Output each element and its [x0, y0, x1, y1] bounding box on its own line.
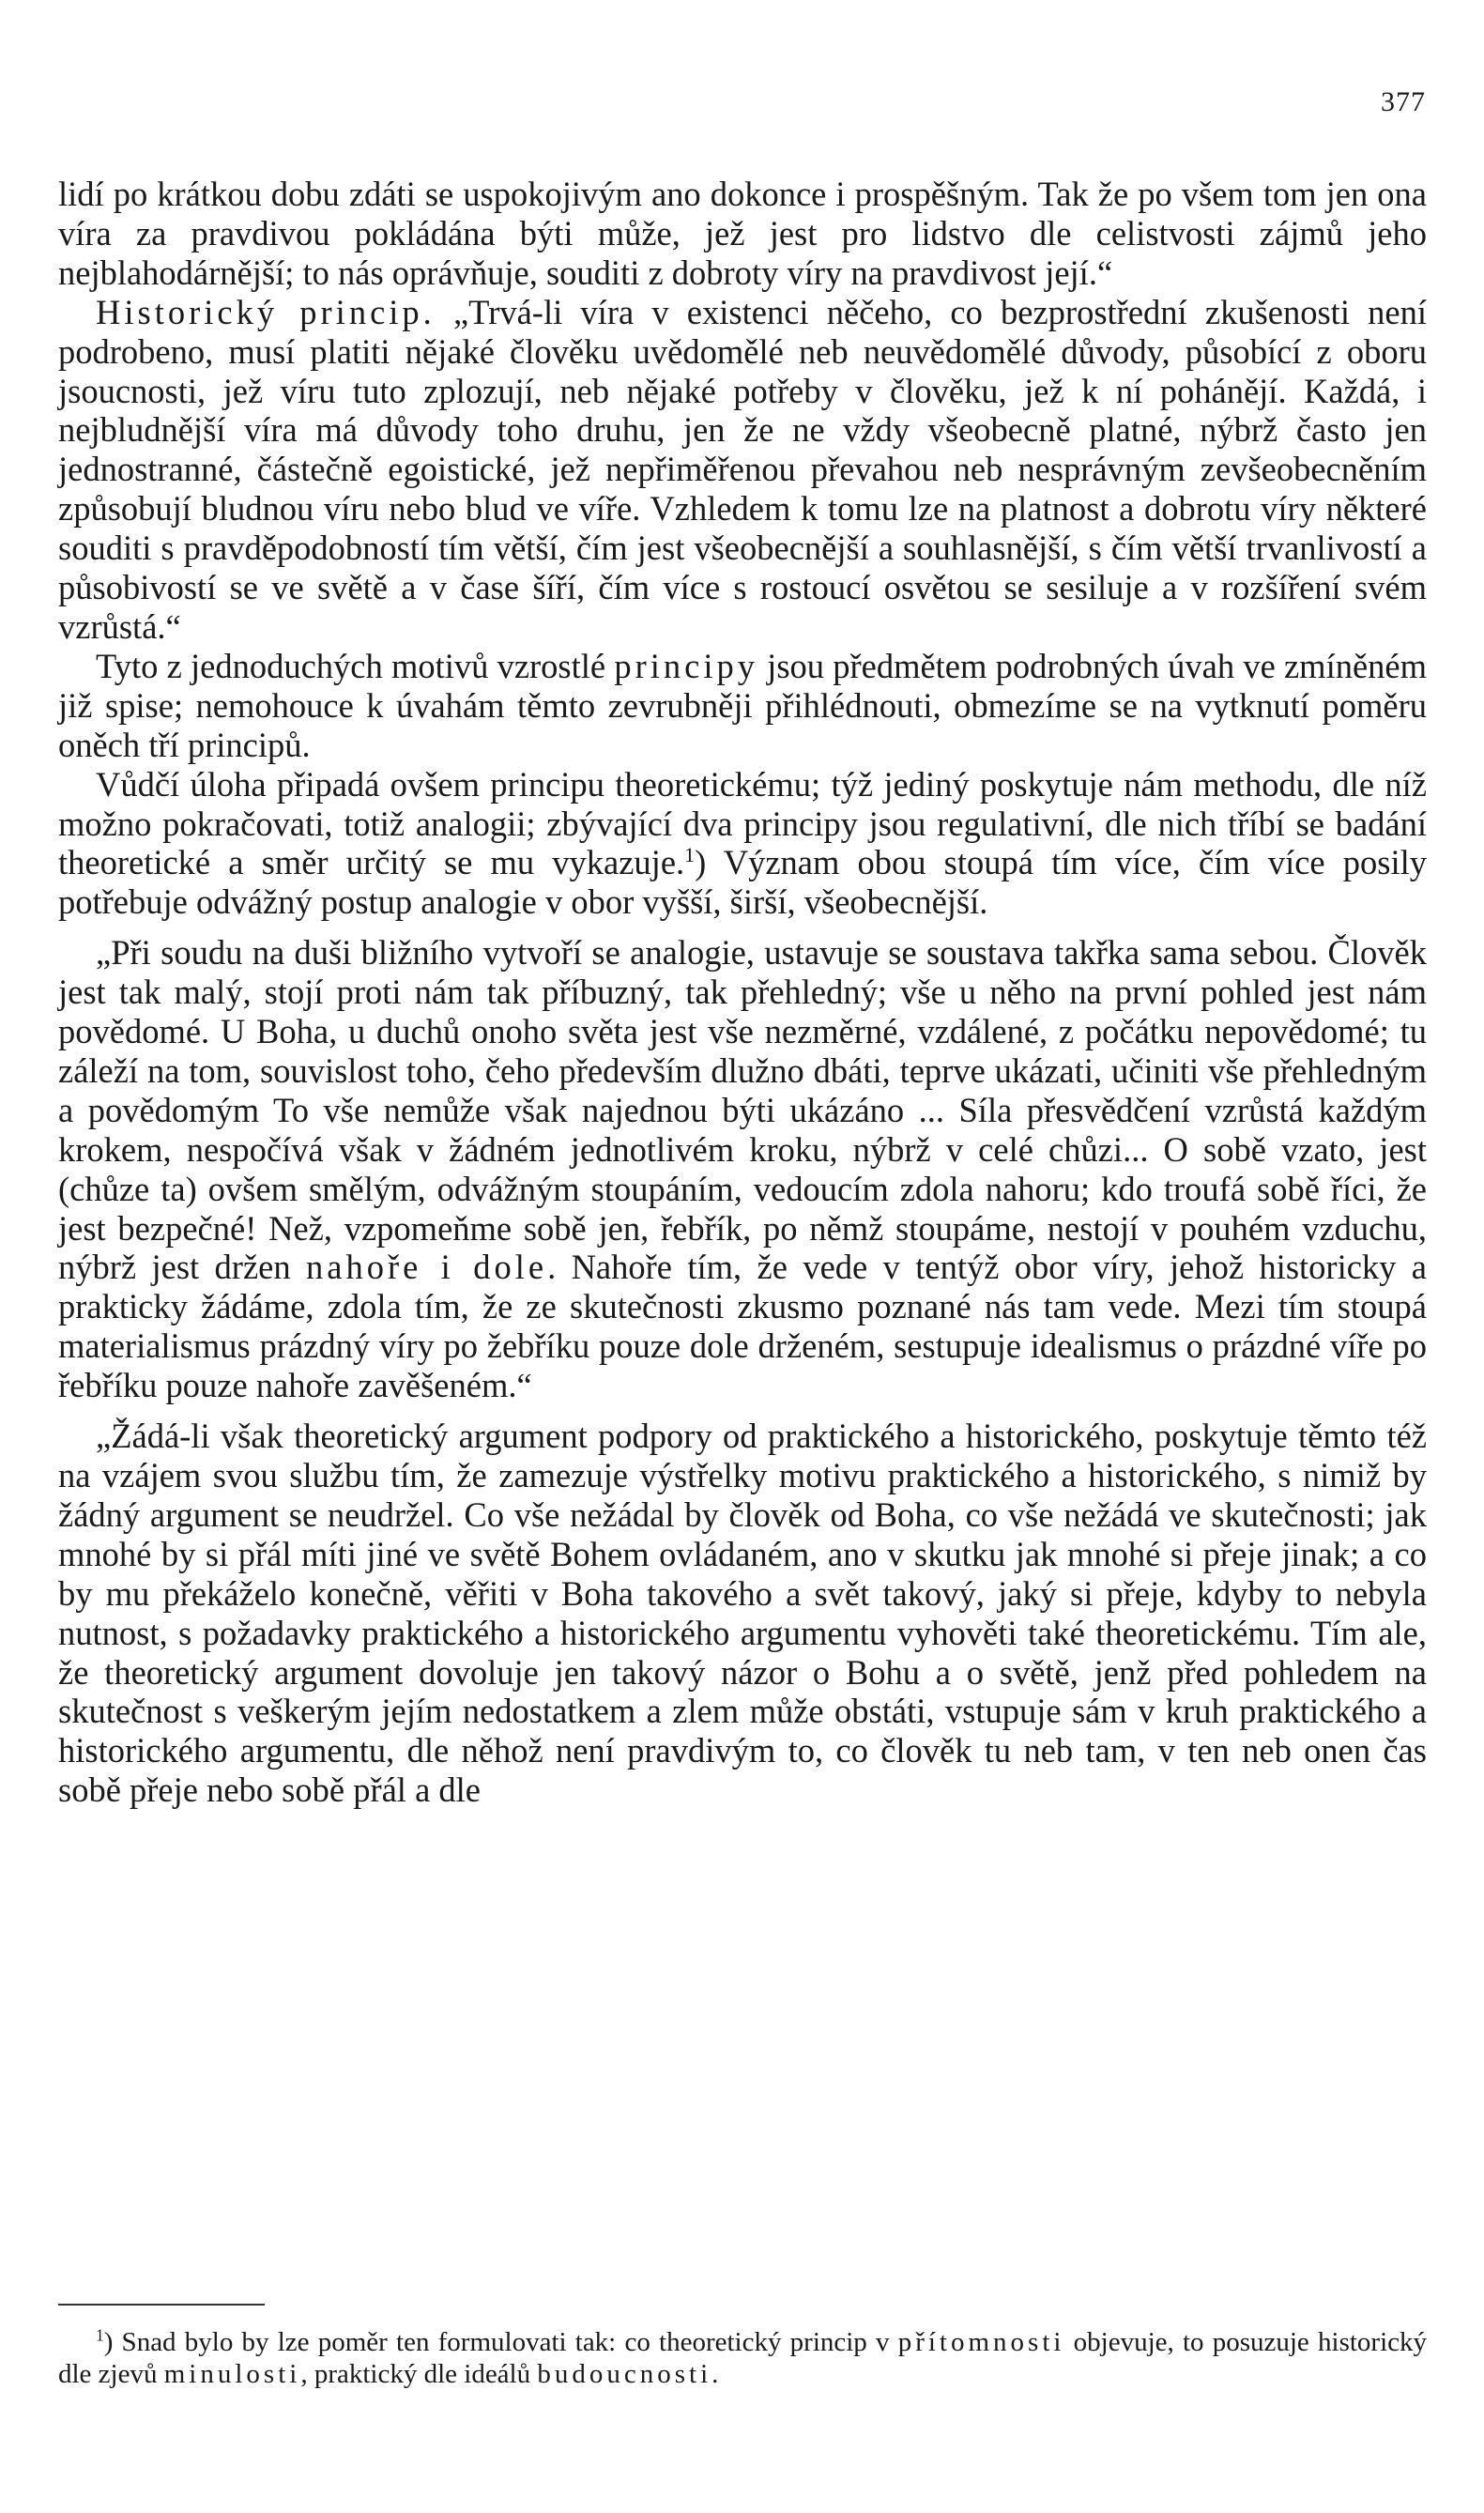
footnote-text: , praktický dle ideálů — [300, 2359, 538, 2389]
paragraph-5 — [58, 933, 1427, 1405]
footnote-divider — [58, 2304, 265, 2306]
paragraph-2 — [58, 293, 1427, 647]
emphasis: minulosti — [163, 2359, 301, 2389]
paragraph-text: „Při soudu na duši bližního vytvoří se analogie, ustavuje se soustava takřka sama sebou. Člověk jest tak malý, stojí proti nám tak příbuzný, tak přehledný; vše u něho na první pohled jest nám povědomé. U Boha, u duchů onoho světa jest vše nezměrné, vzdálené, z počátku nepovědomé; tu záleží na tom, souvislost toho, čeho především dlužno dbáti, teprve ukázati, učiniti vše přehledným a povědomým To vše nemůže však najednou býti ukázáno ... Síla přesvědčení vzrůstá každým krokem, nespočívá však v žádném jednotlivém kroku, nýbrž v celé chůzi... O sobě vzato, jest (chůze ta) ovšem smělým, odvážným stoupáním, vedoucím zdola nahoru; kdo troufá sobě říci, že jest bezpečné! Než, vzpomeňme sobě jen, řebřík, po němž stoupáme, nestojí v pouhém vzduchu, nýbrž jest držen — [58, 933, 1427, 1287]
footnote-text: . — [711, 2359, 719, 2389]
paragraph-3 — [58, 647, 1427, 765]
emphasis: nahoře i dole — [306, 1248, 548, 1287]
paragraph-1 — [58, 175, 1427, 293]
paragraph-text: Tyto z jednoduchých motivů vzrostlé — [96, 646, 615, 685]
paragraph-text: ) Význam obou stoupá tím více, čím více posily potřebuje odvážný postup analogie v obor vyšší, širší, všeobecnější. — [58, 843, 1427, 922]
body-text — [58, 175, 1427, 1810]
emphasis: budoucnosti — [537, 2359, 712, 2389]
paragraph-text: „Trvá-li víra v existenci něčeho, co bezprostřední zkušenosti není podrobeno, musí platiti nějaké člověku uvědomělé neb neuvědomělé důvody, působící z oboru jsoucnosti, jež víru tuto zplozují, neb nějaké potřeby v člověku, jež k ní pohánějí. Každá, i nejbludnější víra má důvody toho druhu, jen že ne vždy všeobecně platné, nýbrž často jen jednostranné, částečně egoistické, jež nepřiměřenou převahou neb nesprávným zevšeobecněním způsobují bludnou víru nebo blud ve víře. Vzhledem k tomu lze na platnost a dobrotu víry některé souditi s pravděpodobností tím větší, čím jest všeobecnější a souhlasnější, s čím větší trvanlivostí a působivostí se ve světě a v čase šíří, čím více s rostoucí osvětou se sesiluje a v rozšíření svém vzrůstá.“ — [58, 292, 1427, 646]
footnote-mark: 1 — [96, 2325, 104, 2345]
paragraph-text: „Žádá-li však theoretický argument podpory od praktického a historického, poskytuje těmto též na vzájem svou službu tím, že zamezuje výstřelky motivu praktického a historického, s nimiž by žádný argument se neudržel. Co vše nežádal by člověk od Boha, co vše nežádá ve skutečnosti; jak mnohé by si přál míti jiné ve světě Bohem ovládaném, ano v skutku jak mnohé si přeje jinak; a co by mu překáželo konečně, věřiti v Boha takového a svět takový, jaký si přeje, kdyby to nebyla nutnost, s požadavky praktického a historického argumentu vyhověti také theoretickému. Tím ale, že theoretický argument dovoluje jen takový názor o Bohu a o světě, jenž před pohledem na skutečnost s veškerým jejím nedostatkem a zlem může obstáti, vstupuje sám v kruh praktického a historického argumentu, dle něhož není pravdivým to, co člověk tu neb tam, v ten neb onen čas sobě přeje nebo sobě přál a dle — [58, 1417, 1427, 1810]
paragraph-text: . Nahoře tím, že vede v tentýž obor víry, jehož historicky a prakticky žádáme, zdola tím, že ze skutečnosti zkusmo poznané nás tam vede. Mezi tím stoupá materialismus prázdný víry po žebříku pouze dole drženém, sestupuje idealismus o prázdné víře po řebříku pouze nahoře zavěšeném.“ — [58, 1248, 1427, 1405]
section-lead: Historický princip. — [96, 292, 436, 331]
page-number: 377 — [1381, 86, 1426, 117]
paragraph-6 — [58, 1417, 1427, 1810]
paragraph-text: Vůdčí úloha připadá ovšem principu theoretickému; týž jediný poskytuje nám methodu, dle níž možno pokračovati, totiž analogii; zbývající dva principy jsou regulativní, dle nich tříbí se badání theoretické a směr určitý se mu vykazuje. — [58, 764, 1427, 882]
footnote-reference: 1 — [684, 843, 696, 867]
paragraph-4 — [58, 765, 1427, 923]
footnote — [58, 2326, 1427, 2390]
emphasis: principy — [614, 646, 758, 685]
paragraph-text: lidí po krátkou dobu zdáti se uspokojivým ano dokonce i prospěšným. Tak že po všem tom jen ona víra za pravdivou pokládána býti může, jež jest pro lidstvo dle celistvosti zájmů jeho nejblahodárnější; to nás oprávňuje, souditi z dobroty víry na pravdivost její.“ — [58, 175, 1427, 292]
emphasis: přítomnosti — [897, 2327, 1065, 2357]
footnote-text: objevuje, to posuzuje historický dle zjevů — [58, 2327, 1427, 2389]
footnote-text: ) Snad bylo by lze poměr ten formulovati tak: co theoretický princip v — [103, 2327, 898, 2357]
paragraph-text: jsou předmětem podrobných úvah ve zmíněném již spise; nemohouce k úvahám těmto zevrubněji přihlédnouti, obmezíme se na vytknutí poměru oněch tří principů. — [58, 646, 1427, 764]
